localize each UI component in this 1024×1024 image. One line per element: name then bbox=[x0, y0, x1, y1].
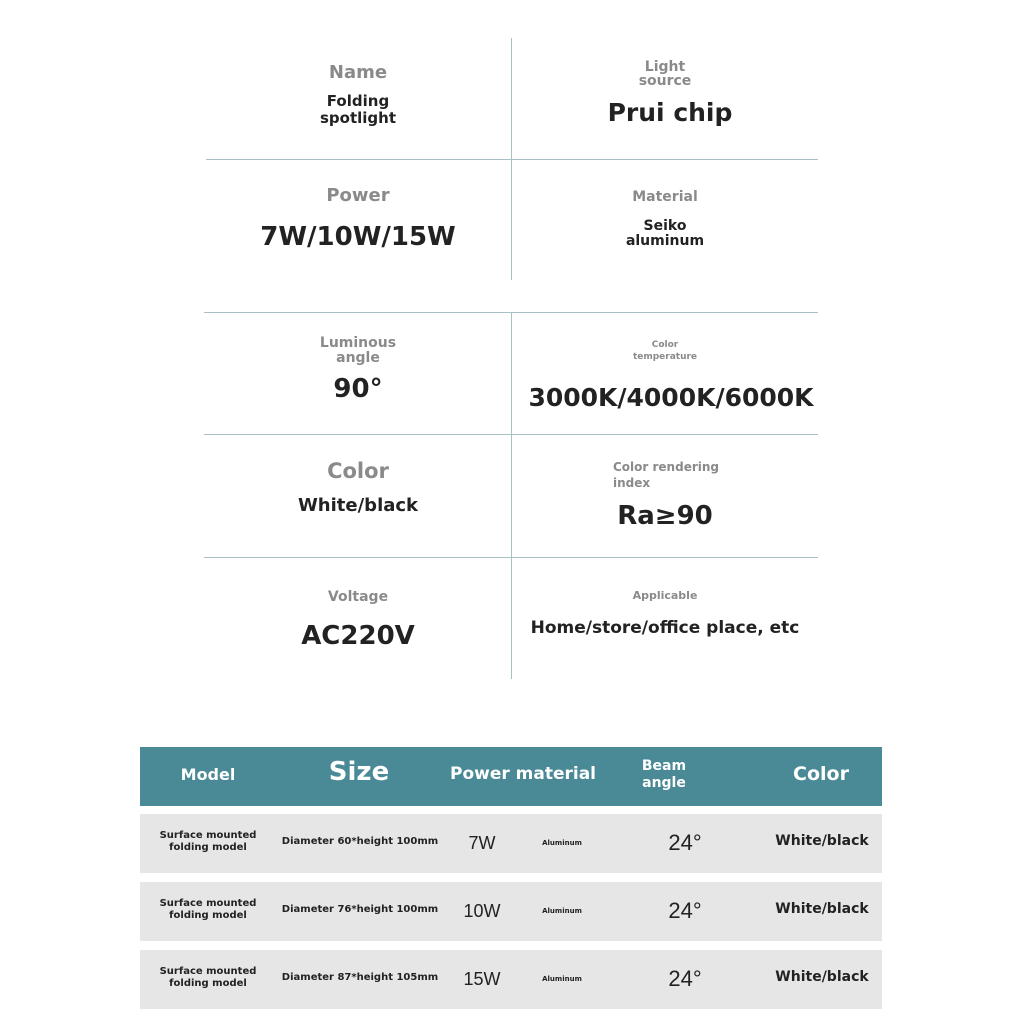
spec-color-temperature-value: 3000K/4000K/6000K bbox=[528, 383, 814, 412]
spec-color bbox=[205, 459, 511, 516]
spec-applicable bbox=[512, 589, 818, 638]
spec-cri bbox=[512, 459, 818, 531]
spec-color-temperature-label: Color temperature bbox=[632, 340, 698, 362]
header-power-material: Power material bbox=[449, 764, 597, 784]
table-row bbox=[140, 950, 882, 1009]
spec-luminous-angle-value: 90° bbox=[333, 374, 383, 404]
header-model: Model bbox=[180, 765, 236, 784]
grid-divider-3 bbox=[204, 434, 818, 435]
spec-power bbox=[205, 185, 511, 252]
row-model: Surface mounted folding model bbox=[159, 898, 257, 921]
row-power: 10W bbox=[463, 901, 501, 921]
spec-power-value: 7W/10W/15W bbox=[260, 222, 456, 252]
grid-divider-4 bbox=[204, 557, 818, 558]
spec-light-source-label: Light source bbox=[638, 59, 692, 89]
table-row bbox=[140, 882, 882, 941]
row-material: Aluminum bbox=[542, 839, 582, 847]
header-beam-angle: Beam angle bbox=[641, 758, 687, 791]
row-model: Surface mounted folding model bbox=[159, 830, 257, 853]
spec-luminous-angle-label: Luminous angle bbox=[319, 335, 397, 366]
spec-name-label: Name bbox=[328, 62, 388, 83]
spec-power-label: Power bbox=[326, 185, 390, 206]
row-material: Aluminum bbox=[542, 975, 582, 983]
header-color: Color bbox=[793, 763, 849, 785]
row-material: Aluminum bbox=[542, 907, 582, 915]
spec-material bbox=[512, 189, 818, 249]
table-row bbox=[140, 814, 882, 873]
spec-voltage-label: Voltage bbox=[327, 589, 389, 605]
spec-cri-value: Ra≥90 bbox=[617, 501, 713, 531]
row-model: Surface mounted folding model bbox=[159, 966, 257, 989]
spec-applicable-label: Applicable bbox=[632, 589, 698, 602]
row-size: Diameter 76*height 100mm bbox=[281, 904, 439, 915]
row-beam-angle: 24° bbox=[668, 898, 702, 923]
row-power: 15W bbox=[463, 969, 501, 989]
row-beam-angle: 24° bbox=[668, 966, 702, 991]
spec-color-label: Color bbox=[327, 459, 389, 483]
spec-material-value: Seiko aluminum bbox=[625, 218, 705, 249]
spec-cri-label: Color rendering index bbox=[613, 460, 719, 490]
grid-divider-1 bbox=[206, 159, 818, 160]
row-beam-angle: 24° bbox=[668, 830, 702, 855]
row-color: White/black bbox=[775, 969, 869, 985]
row-size: Diameter 87*height 105mm bbox=[281, 972, 439, 983]
spec-voltage bbox=[205, 589, 511, 651]
row-size: Diameter 60*height 100mm bbox=[281, 836, 439, 847]
spec-applicable-value: Home/store/office place, etc bbox=[530, 618, 800, 638]
spec-material-label: Material bbox=[632, 189, 698, 205]
spec-light-source-value: Prui chip bbox=[607, 98, 733, 127]
spec-name bbox=[205, 62, 511, 127]
row-power: 7W bbox=[468, 833, 496, 853]
row-color: White/black bbox=[775, 833, 869, 849]
spec-name-value: Folding spotlight bbox=[319, 92, 396, 127]
row-color: White/black bbox=[775, 901, 869, 917]
spec-color-temperature bbox=[512, 339, 818, 412]
spec-light-source bbox=[512, 60, 818, 127]
spec-luminous-angle bbox=[205, 336, 511, 404]
spec-color-value: White/black bbox=[297, 495, 419, 516]
spec-voltage-value: AC220V bbox=[301, 621, 415, 651]
grid-divider-2 bbox=[204, 312, 818, 313]
header-size: Size bbox=[328, 757, 390, 787]
table-header bbox=[140, 747, 882, 806]
